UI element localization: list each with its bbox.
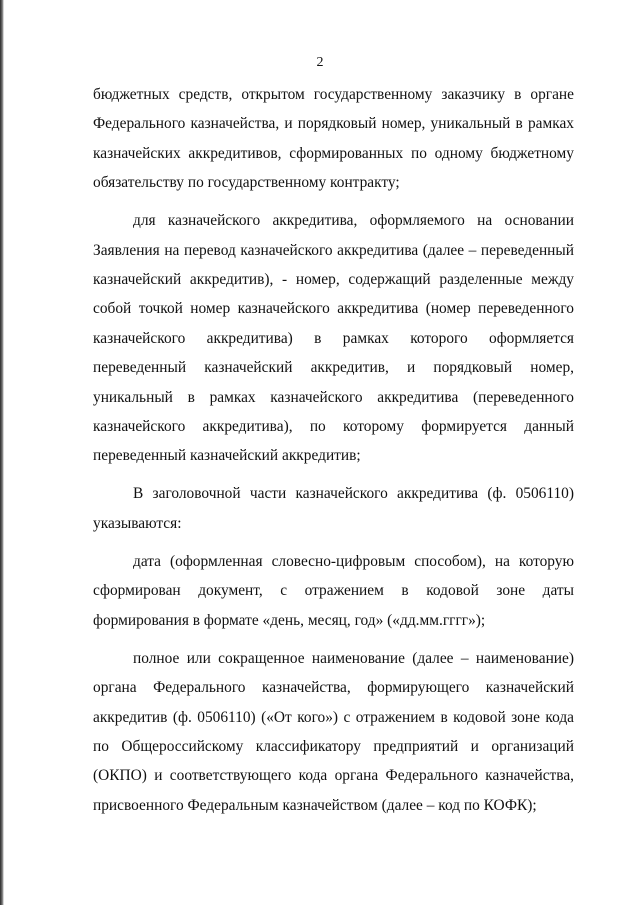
scan-edge-shadow [0,0,4,905]
paragraph-transferred-accreditive: для казначейского аккредитива, оформляемого на основании Заявления на перевод казначейского аккредитива (далее – переведенный казначейский аккредитив), - номер, содержащий разделенные между собой точкой номер казначейского аккредитива (номер переведенного казначейского аккредитива) в рамках которого оформляется переведенный казначейский аккредитив, и порядковый номер, уникальный в рамках казначейского аккредитива (переведенного казначейского аккредитива), по которому формируется данный переведенный казначейский аккредитив; [93,212,574,465]
page-number: 2 [316,55,324,70]
paragraph-organ-name: полное или сокращенное наименование (далее – наименование) органа Федерального казначейства, формирующего казначейский аккредитив (ф. 0506110) («От кого») с отражением в кодовой зоне кода по Общероссийскому классификатору предприятий и организаций (ОКПО) и соответствующего кода органа Федерального казначейства, присвоенного Федеральным казначейством (далее – код по КОФК); [93,649,574,814]
paragraph-header-section-intro: В заголовочной части казначейского аккредитива (ф. 0506110) указываются: [93,485,574,532]
document-body [93,80,574,829]
paragraph-continuation: бюджетных средств, открытом государственному заказчику в органе Федерального казначейства, и порядковый номер, уникальный в рамках казначейских аккредитивов, сформированных по одному бюджетному обязательству по государственному контракту; [93,86,574,192]
paragraph-date: дата (оформленная словесно-цифровым способом), на которую сформирован документ, с отражением в кодовой зоне даты формирования в формате «день, месяц, год» («дд.мм.гггг»); [93,552,574,629]
